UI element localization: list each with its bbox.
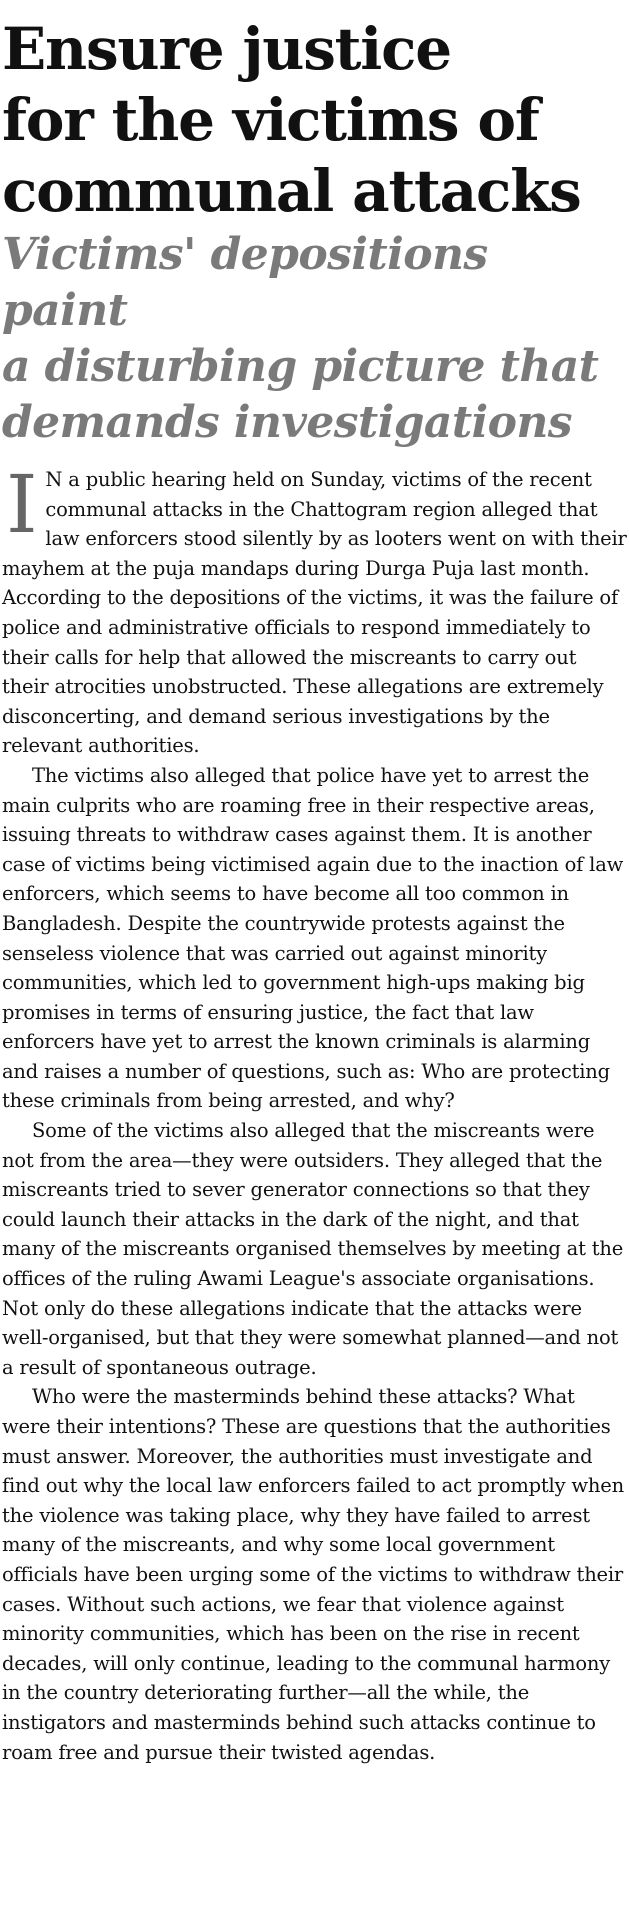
paragraph-1-text: N a public hearing held on Sunday, victims of the recent communal attacks in the Chattogram region alleged that law enforcers stood silently by as looters went on with their mayhem at the puja mandaps during Durga Puja last month. According to the depositions of the victims, it was the failure of police and administrative officials to respond immediately to their calls for help that allowed the miscreants to carry out their atrocities unobstructed. These allegations are extremely disconcerting, and demand serious investigations by the relevant authorities. <box>2 468 627 758</box>
headline <box>2 14 627 227</box>
subhead-line-1: Victims' depositions paint <box>2 229 488 336</box>
subheadline <box>2 227 627 451</box>
paragraph-4: Who were the masterminds behind these attacks? What were their intentions? These are questions that the authorities must answer. Moreover, the authorities must investigate and find out why the local law enforcers failed to act promptly when the violence was taking place, why they have failed to arrest many of the miscreants, and why some local government officials have been urging some of the victims to withdraw their cases. Without such actions, we fear that violence against minority communities, which has been on the rise in recent decades, will only continue, leading to the communal harmony in the country deteriorating further—all the while, the instigators and masterminds behind such attacks continue to roam free and pursue their twisted agendas. <box>2 1385 624 1764</box>
headline-line-2: for the victims of <box>2 86 539 154</box>
headline-line-1: Ensure justice <box>2 15 451 83</box>
subhead-line-3: demands investigations <box>2 397 572 448</box>
headline-line-3: communal attacks <box>2 157 581 225</box>
subhead-line-2: a disturbing picture that <box>2 341 599 392</box>
paragraph-2: The victims also alleged that police have yet to arrest the main culprits who are roaming free in their respective areas, issuing threats to withdraw cases against them. It is another case of victims being victimised again due to the inaction of law enforcers, which seems to have become all too common in Bangladesh. Despite the countrywide protests against the senseless violence that was carried out against minority communities, which led to government high-ups making big promises in terms of ensuring justice, the fact that law enforcers have yet to arrest the known criminals is alarming and raises a number of questions, such as: Who are protecting these criminals from being arrested, and why? <box>2 763 624 1113</box>
paragraph-3: Some of the victims also alleged that the miscreants were not from the area—they were outsiders. They alleged that the miscreants tried to sever generator connections so that they could launch their attacks in the dark of the night, and that many of the miscreants organised themselves by meeting at the offices of the ruling Awami League's associate organisations. Not only do these allegations indicate that the attacks were well-organised, but that they were somewhat planned—and not a result of spontaneous outrage. <box>2 1119 624 1379</box>
paragraph-1 <box>2 458 627 761</box>
article-body <box>2 458 627 1767</box>
drop-cap: I <box>6 458 38 551</box>
